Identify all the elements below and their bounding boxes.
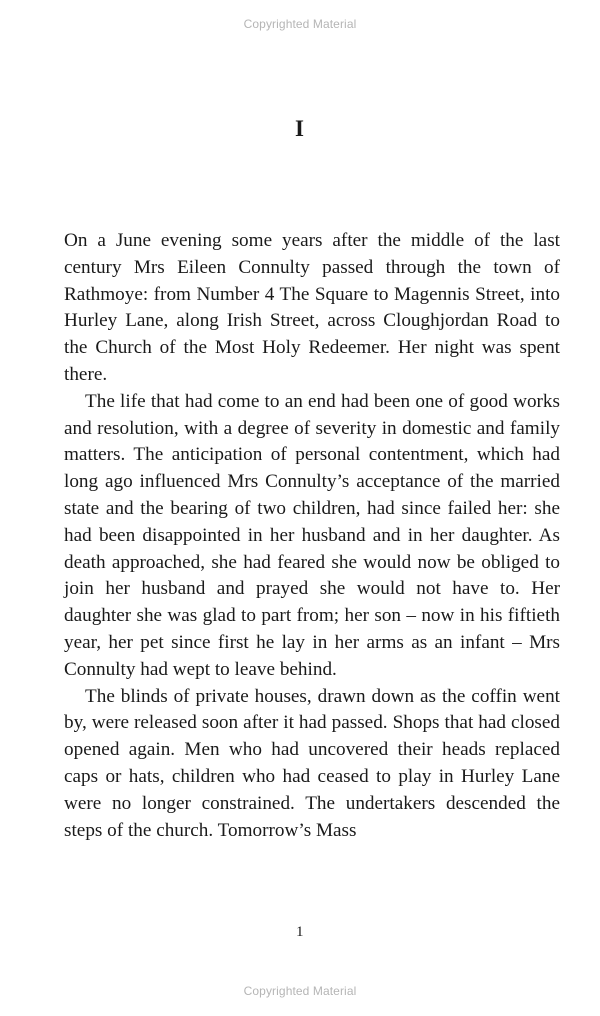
page-number: 1 [296,924,304,940]
paragraph-1: On a June evening some years after the middle of the last century Mrs Eileen Connulty passed through the town of Rathmoye: from Number 4 The Square to Magennis Street, into Hurley Lane, along Irish Street, across Cloughjordan Road to the Church of the Most Holy Redeemer. Her night was spent there. [64,230,560,385]
paragraph-2: The life that had come to an end had been one of good works and resolution, with a degree of severity in domestic and family matters. The anticipation of personal contentment, which had long ago influenced Mrs Connulty’s acceptance of the married state and the bearing of two children, had since failed her: she had been disappointed in her husband and in her daughter. As death approached, she had feared she would now be obliged to join her husband and prayed she would not have to. Her daughter she was glad to part from; her son – now in his fiftieth year, her pet since first he lay in her arms as an infant – Mrs Connulty had wept to leave behind. [64,390,560,680]
copyright-watermark-bottom: Copyrighted Material [243,984,357,998]
chapter-number: I [295,116,305,141]
copyright-watermark-top: Copyrighted Material [243,17,357,31]
body-text [64,228,560,844]
paragraph-3: The blinds of private houses, drawn down as the coffin went by, were released soon after it had passed. Shops that had closed opened again. Men who had uncovered their heads replaced caps or hats, children who had ceased to play in Hurley Lane were no longer constrained. The undertakers descended the steps of the church. Tomorrow’s Mass [64,685,560,841]
